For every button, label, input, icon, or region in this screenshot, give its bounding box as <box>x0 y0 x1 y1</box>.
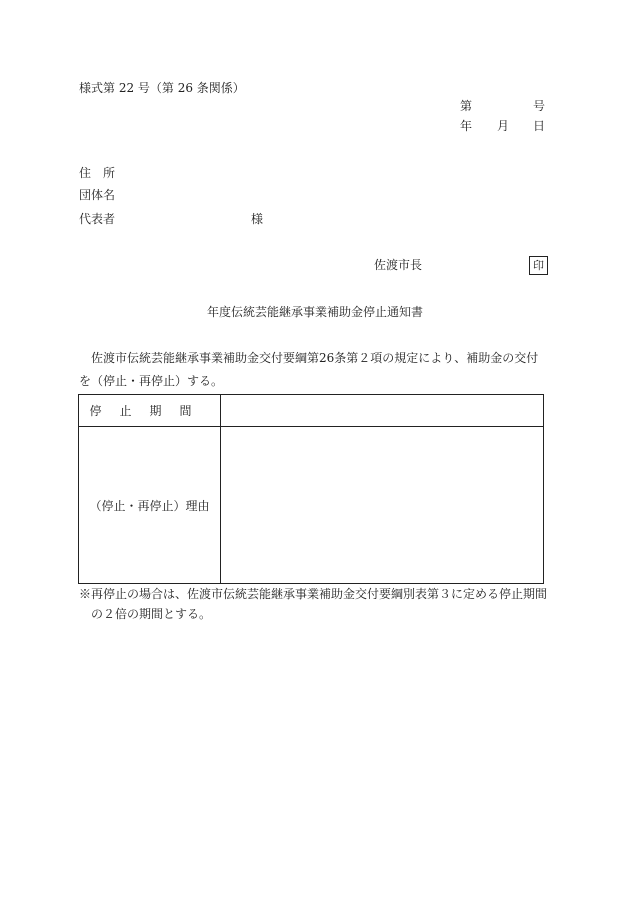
table-row <box>79 427 544 584</box>
note-line-1: ※再停止の場合は、佐渡市伝統芸能継承事業補助金交付要綱別表第３に定める停止期間 <box>79 587 548 601</box>
document-title: 年度伝統芸能継承事業補助金停止通知書 <box>206 305 423 319</box>
organization-label: 団体名 <box>79 188 116 202</box>
date-month-label: 月 <box>497 119 510 133</box>
reason-label: （停止・再停止）理由 <box>79 427 221 584</box>
seal-box: 印 <box>529 256 548 275</box>
reason-value <box>221 427 544 584</box>
number-suffix: 号 <box>533 99 546 113</box>
body-text-line-2: を（停止・再停止）する。 <box>79 374 224 388</box>
representative-label: 代表者 <box>79 212 116 226</box>
note-line-2: の２倍の期間とする。 <box>91 607 212 621</box>
table-row <box>79 395 544 427</box>
number-prefix: 第 <box>460 99 473 113</box>
date-year-label: 年 <box>460 119 473 133</box>
period-value <box>221 395 544 427</box>
honorific: 様 <box>251 212 264 226</box>
period-label: 停止期間 <box>79 395 221 427</box>
suspension-table <box>78 394 544 584</box>
date-day-label: 日 <box>533 119 546 133</box>
issuer-name: 佐渡市長 <box>374 258 423 272</box>
address-label: 住所 <box>79 166 128 180</box>
form-number: 様式第 22 号（第 26 条関係） <box>79 81 245 95</box>
body-text-line-1: 佐渡市伝統芸能継承事業補助金交付要綱第26条第２項の規定により、補助金の交付 <box>91 351 539 365</box>
